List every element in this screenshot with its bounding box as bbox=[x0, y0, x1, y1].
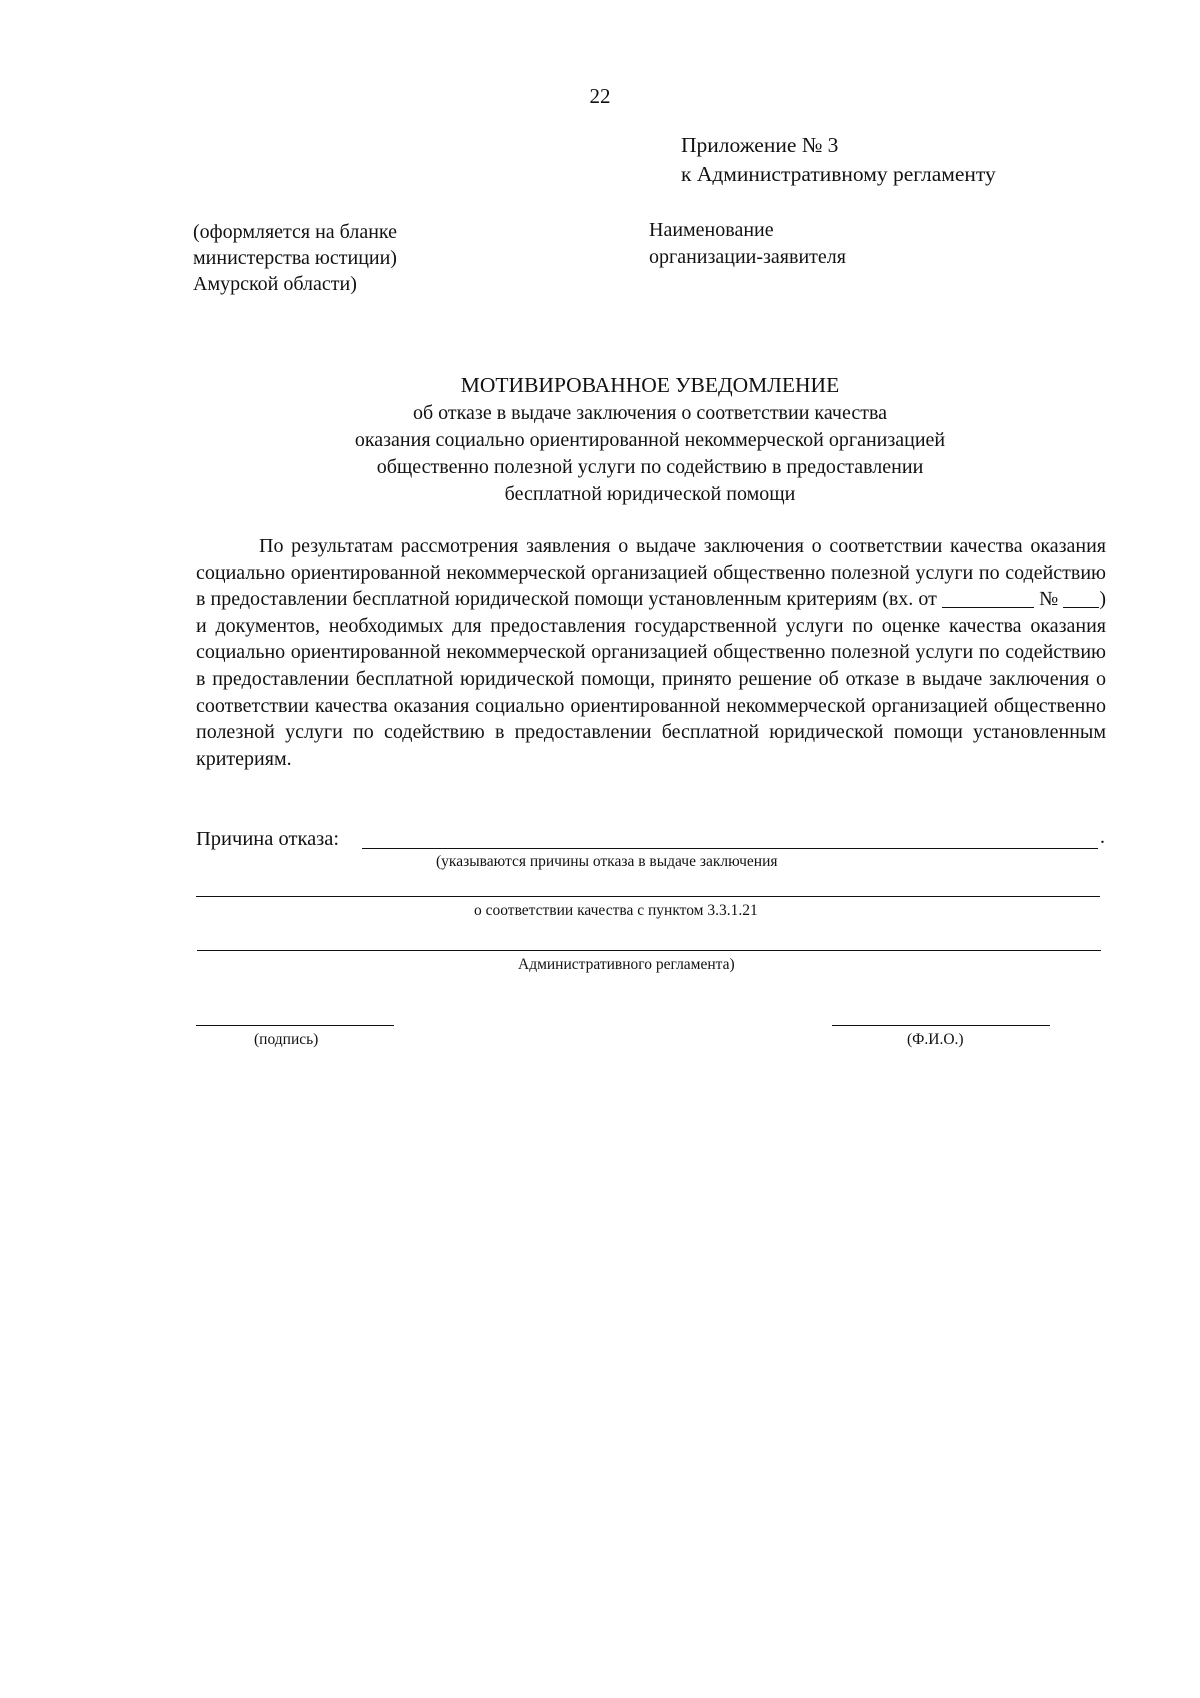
body-paragraph bbox=[196, 533, 1106, 772]
reason-line bbox=[197, 950, 1101, 951]
reason-caption: Административного регламента) bbox=[518, 956, 735, 973]
body-text-part: № bbox=[1039, 588, 1059, 611]
name-line bbox=[832, 1025, 1050, 1026]
addressee-line: Наименование bbox=[649, 219, 774, 241]
document-title bbox=[190, 370, 1110, 508]
annex-regulation: к Административному регламенту bbox=[681, 162, 996, 186]
addressee bbox=[649, 217, 846, 271]
document-subtitle-line: оказания социально ориентированной некоммерческой организацией bbox=[354, 429, 946, 451]
reason-caption: о соответствии качества с пунктом 3.3.1.21 bbox=[474, 902, 758, 919]
letterhead-note-line: Амурской области) bbox=[193, 273, 357, 295]
letterhead-note bbox=[193, 219, 397, 297]
date-blank bbox=[942, 587, 1034, 608]
reason-caption: (указываются причины отказа в выдаче заключения bbox=[436, 853, 778, 870]
document-subtitle-line: об отказе в выдаче заключения о соответствии качества bbox=[412, 402, 888, 424]
document-heading: МОТИВИРОВАННОЕ УВЕДОМЛЕНИЕ bbox=[460, 373, 840, 397]
name-caption: (Ф.И.О.) bbox=[907, 1031, 964, 1048]
body-text-part: По результатам рассмотрения заявления о выдаче заключения о соответствии качества оказания социально ориентированной некоммерческой организацией общественно полезной услуги по содействию в предоставлении бесплатной юридической помощи установленным критериям (вх. от bbox=[196, 535, 1106, 611]
signature-caption: (подпись) bbox=[254, 1031, 319, 1048]
annex-reference bbox=[681, 131, 996, 189]
letterhead-note-line: министерства юстиции) bbox=[193, 247, 397, 269]
addressee-line: организации-заявителя bbox=[649, 246, 846, 268]
number-blank bbox=[1063, 587, 1099, 608]
page-number: 22 bbox=[589, 84, 611, 108]
document-subtitle-line: общественно полезной услуги по содействию в предоставлении bbox=[376, 456, 924, 478]
reason-line bbox=[196, 896, 1100, 897]
reason-label: Причина отказа: bbox=[196, 828, 340, 850]
reason-line bbox=[362, 848, 1098, 849]
body-text-part: ) и документов, необходимых для предоставления государственной услуги по оценке качества оказания социально ориентированной некоммерческой организацией общественно полезной услуги по содействию в предоставлении бесплатной юридической помощи, принято решение об отказе в выдаче заключения о соответствии качества оказания социально ориентированной некоммерческой организацией общественно полезной услуги по содействию в предоставлении бесплатной юридической помощи установленным критериям. bbox=[196, 588, 1106, 770]
reason-end-mark: . bbox=[1100, 826, 1105, 848]
document-subtitle-line: бесплатной юридической помощи bbox=[504, 483, 796, 505]
annex-number: Приложение № 3 bbox=[681, 133, 839, 157]
signature-line bbox=[196, 1025, 394, 1026]
letterhead-note-line: (оформляется на бланке bbox=[193, 221, 398, 243]
